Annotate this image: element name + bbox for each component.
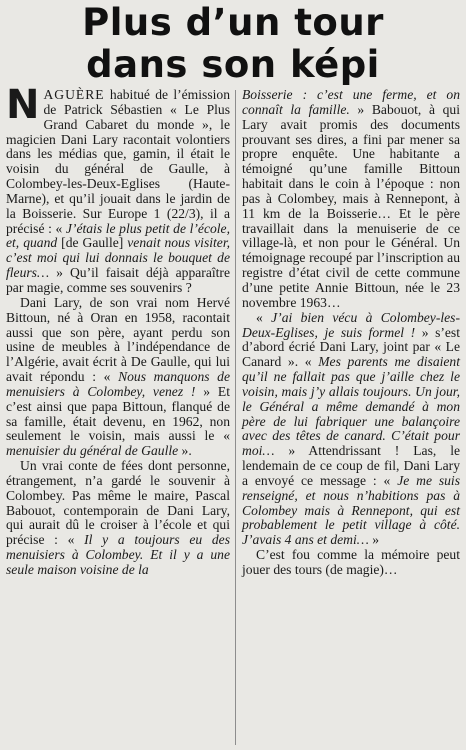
paragraph-4-text <box>242 310 460 548</box>
paragraph-3-text <box>6 458 230 577</box>
paragraph-3-continued-text <box>242 87 460 310</box>
paragraph-4 <box>242 311 460 549</box>
text-run: « <box>256 309 272 325</box>
paragraph-5 <box>242 548 460 578</box>
paragraph-2 <box>6 296 230 459</box>
headline-line-2: dans son képi <box>86 43 380 86</box>
lead-word: AGUÈRE <box>43 87 105 102</box>
paragraph-3-continued <box>242 88 460 311</box>
paragraph-1-text <box>6 82 230 295</box>
column-left <box>6 82 230 578</box>
italic-quote-run: venait nous visiter, c’est moi qui lui donnais le bouquet de fleurs… <box>6 235 230 281</box>
italic-quote-run: Boisserie : c’est une ferme, et on connaît la famille. <box>242 87 460 117</box>
italic-quote-run: Mes parents me disaient qu’il ne fallait pas que j’aille chez le voisin, mais j’y allais toujours. Un jour, le Général a même demandé à mon père de lui fabriquer une balançoire avec des têtes de canard. C’était pour moi… <box>242 354 460 459</box>
italic-quote-run: menuisier du général de Gaulle <box>6 443 179 459</box>
text-run: » Attendrissant ! Las, le lendemain de ce coup de fil, Dani Lary a envoyé ce message : « <box>242 443 460 488</box>
text-run: habitué de l’émission de Patrick Sébastien « Le Plus Grand Cabaret du monde », le magicien Dani Lary racontait volontiers dans les médias que, gamin, il était le voisin du général de Gaulle, à Colombey-les-Deux-Eglises (Haute-Marne), et qu’il jouait dans le jardin de la Boisserie. Sur Europe 1 (22/3), il a précisé : « <box>6 87 230 236</box>
text-run: » Qu’il faisait déjà apparaître par magie, comme ses souvenirs ? <box>6 265 230 295</box>
text-run: » Babouot, à qui Lary avait promis des documents prouvant ses dires, a fini par mener sa propre enquête. Une habitante a témoigné qu’une famille Bittoun habitait dans le coin à l’époque : non pas à Colombey, mais à Rennepont, à 11 km de la Boisserie… Et le père travaillait dans la menuiserie de ce village-là, et non pour le Général. Un témoignage recoupé par l’inscription au registre d’état civil de cette commune d’une petite Annie Bittoun, née le 23 novembre 1963… <box>242 101 460 310</box>
text-run: » <box>368 532 380 548</box>
italic-quote-run: Je me suis renseigné, et nous n’habitions pas à Colombey mais à Rennepont, qui est probablement le petit village à côté. J’avais 4 ans et demi… <box>242 472 460 548</box>
text-run: » s’est d’abord écrié Dani Lary, joint par « Le Canard ». « <box>242 324 460 370</box>
paragraph-1 <box>6 82 230 296</box>
italic-quote-run: Il y a toujours eu des menuisiers à Colombey. Et il y a une seule maison voisine de la <box>6 532 230 577</box>
drop-cap: N <box>6 82 40 128</box>
text-run: Un vrai conte de fées dont personne, étrangement, n’a gardé le souvenir à Colombey. Pas même le maire, Pascal Babouot, contemporain de Dani Lary, qui aurait dû le croiser à l’école et qui précise : « <box>6 458 230 548</box>
column-right <box>242 88 460 578</box>
paragraph-2-text <box>6 295 230 458</box>
headline-line-1: Plus d’un tour <box>82 1 384 44</box>
text-run: Dani Lary, de son vrai nom Hervé Bittoun, né à Oran en 1958, racontait aussi que son père, ayant perdu son usine de meubles à l’indépendance de l’Algérie, avait écrit à De Gaulle, qui lui avait répondu : « <box>6 294 230 385</box>
paragraph-3 <box>6 459 230 578</box>
headline <box>0 2 466 86</box>
text-run: ». <box>178 443 192 459</box>
paragraph-5-text <box>242 547 460 577</box>
text-run: » Et c’est ainsi que papa Bittoun, flanqué de sa famille, était devenu, en 1962, non seulement le voisin, mais aussi le « <box>6 383 230 444</box>
text-run: C’est fou comme la mémoire peut jouer des tours (de magie)… <box>242 547 460 577</box>
column-divider <box>235 90 236 745</box>
italic-quote-run: Nous manquons de menuisiers à Colombey, venez ! <box>6 369 230 399</box>
italic-quote-run: J’ai bien vécu à Colombey-les-Deux-Eglises, je suis formel ! <box>242 309 460 340</box>
italic-quote-run: J’étais le plus petit de l’école, et, quand <box>6 220 230 251</box>
text-run: [de Gaulle] <box>61 235 128 251</box>
